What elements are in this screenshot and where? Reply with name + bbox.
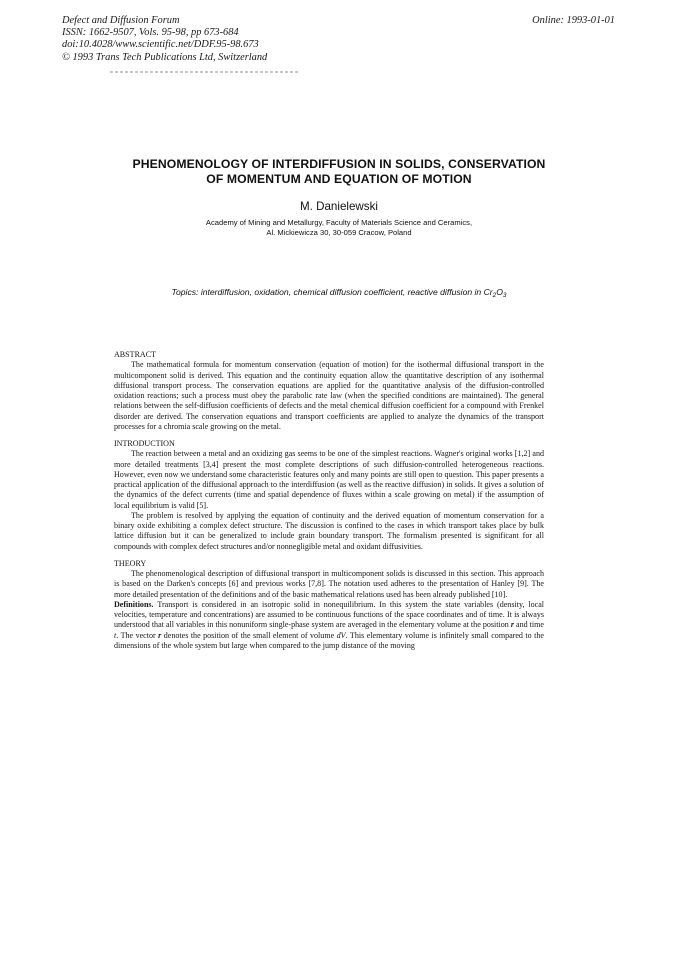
definitions-label: Definitions. — [114, 599, 154, 609]
copyright-line: © 1993 Trans Tech Publications Ltd, Switzerland — [62, 51, 268, 63]
definitions-text-4: denotes the position of the small element of volume — [161, 630, 337, 640]
theory-heading: THEORY — [114, 558, 147, 568]
definitions-text-3: . The vector — [116, 630, 159, 640]
paper-title — [100, 157, 578, 186]
introduction-heading: INTRODUCTION — [114, 439, 175, 448]
online-date: Online: 1993-01-01 — [532, 15, 615, 26]
affiliation-line-2: Al. Mickiewicza 30, 30-059 Cracow, Poland — [266, 227, 412, 237]
journal-name: Defect and Diffusion Forum — [62, 15, 180, 26]
affiliation-line-1: Academy of Mining and Metallurgy, Faculty of Materials Science and Ceramics, — [205, 218, 473, 227]
title-line-1: PHENOMENOLOGY OF INTERDIFFUSION IN SOLIDS, CONSERVATION — [132, 157, 546, 171]
topics-subscript-2: 3 — [502, 292, 507, 299]
author-name: M. Danielewski — [300, 200, 378, 213]
publication-header — [62, 15, 442, 64]
abstract-text: The mathematical formula for momentum conservation (equation of motion) for the isothermal diffusional transport in the multicomponent solid is derived. This equation and the continuity equation allow the quantitative description of any isothermal diffusional transport process. The conservation equations are applied for the quantitative analysis of the diffusion-controlled oxidation reactions; such a process must obey the parabolic rate law (when the specified conditions are maintained). The general relations between the self-diffusion coefficients of defects and the metal chemical diffusion coefficient for a compound with Frenkel disorder are derived. The conservation equations and transport coefficients are applied to analyze the dynamics of the transport processes for a chromia scale growing on the metal. — [114, 360, 544, 431]
variable-r: r — [510, 620, 514, 630]
introduction-paragraph-1: The reaction between a metal and an oxidizing gas seems to be one of the simplest reactions. Wagner's original works [1,2] and more detailed treatments [3,4] present the most complete descriptions of such diffusion-controlled heterogeneous reactions. However, even now we understand some characteristic features only and many points are still open to question. This paper presents a practical application of the diffusional approach to the interdiffusion (as well as the reactive diffusion) in solids. It gives a solution of the dynamics of the defect currents (time and spatial dependence of fluxes within a scale growing on metal) if the assumption of local equilibrium is valid [5]. — [114, 449, 544, 510]
topics-element: O — [496, 287, 503, 297]
definitions-text-2: and time — [513, 620, 544, 630]
abstract-heading: ABSTRACT — [114, 350, 157, 359]
introduction-paragraph-2: The problem is resolved by applying the equation of continuity and the derived equation of momentum conservation for a binary oxide exhibiting a complex defect structure. The discussion is confined to the cases in which transport takes place by bulk lattice diffusion but it can be generalized to include grain boundary transport. The formalism presented is significant for all compounds with complex defect structures and/or nonnegligible metal and oxidant diffusivities. — [114, 510, 544, 551]
topics-text: Topics: interdiffusion, oxidation, chemical diffusion coefficient, reactive diffusion in Cr — [171, 287, 493, 297]
definitions-text-5: . This elementary volume is infinitely small compared to the dimensions of the whole system but large when compared to the jump distance of the moving — [114, 630, 544, 650]
topics-subscript-1: 2 — [492, 292, 497, 299]
issn-line: ISSN: 1662-9507, Vols. 95-98, pp 673-684 — [62, 27, 239, 39]
affiliation — [100, 218, 578, 237]
paper-body — [114, 350, 544, 651]
variable-r-vector: r — [158, 630, 162, 640]
title-line-2: OF MOMENTUM AND EQUATION OF MOTION — [206, 171, 472, 186]
doi-line[interactable]: doi:10.4028/www.scientific.net/DDF.95-98.673 — [62, 39, 259, 51]
theory-paragraph-1: The phenomenological description of diffusional transport in multicomponent solids is discussed in this section. This approach is based on the Darken's concepts [6] and previous works [7,8]. The notation used adheres to the presentation of Hanley [9]. The more detailed presentation of the definitions and of the basic mathematical relations used has been already published [10]. — [114, 569, 544, 599]
faded-scan-artifact — [110, 71, 298, 73]
variable-dv: dV — [336, 630, 346, 640]
definitions-text-1: Transport is considered in an isotropic solid in nonequilibrium. In this system the state variables (density, local velocities, temperature and concentrations) are assumed to be continuous functions of the space coordinates and of time. It is always understood that all variables in this nonuniform single-phase system are averaged in the elementary volume at the position — [114, 599, 544, 630]
topics-line — [100, 287, 578, 301]
definitions-paragraph — [114, 600, 544, 651]
variable-t: t — [114, 630, 117, 640]
